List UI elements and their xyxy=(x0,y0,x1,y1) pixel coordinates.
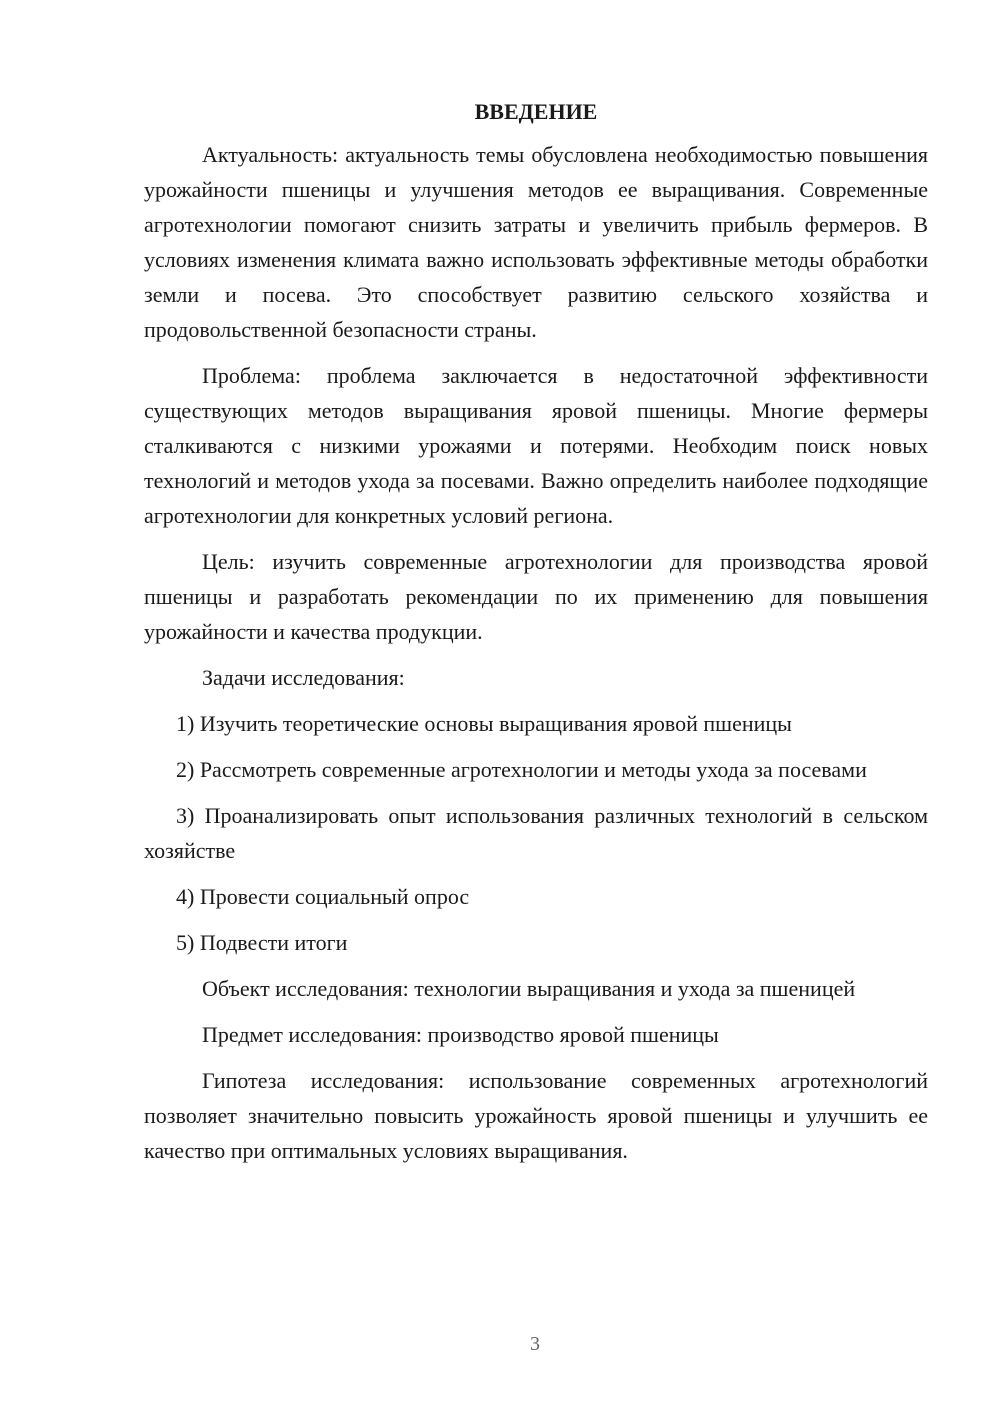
page-title: ВВЕДЕНИЕ xyxy=(474,99,598,124)
problem-paragraph: Проблема: проблема заключается в недостаточной эффективности существующих методов выращивания яровой пшеницы. Многие фермеры сталкиваются с низкими урожаями и потерями. Необходим поиск новых технологий и методов ухода за посевами. Важно определить наиболее подходящие агротехнологии для конкретных условий региона. xyxy=(144,363,928,528)
subject-paragraph: Предмет исследования: производство яровой пшеницы xyxy=(202,1022,719,1047)
page-number: 3 xyxy=(530,1333,540,1355)
task-item-5: 5) Подвести итоги xyxy=(176,930,348,955)
goal-paragraph: Цель: изучить современные агротехнологии для производства яровой пшеницы и разработать рекомендации по их применению для повышения урожайности и качества продукции. xyxy=(144,549,928,644)
tasks-heading: Задачи исследования: xyxy=(202,665,405,690)
document-body xyxy=(144,97,928,1179)
task-item-4: 4) Провести социальный опрос xyxy=(176,884,470,909)
task-item-2: 2) Рассмотреть современные агротехнологии и методы ухода за посевами xyxy=(176,757,867,782)
task-item-3: 3) Проанализировать опыт использования различных технологий в сельском хозяйстве xyxy=(144,803,928,863)
relevance-paragraph: Актуальность: актуальность темы обусловлена необходимостью повышения урожайности пшеницы и улучшения методов ее выращивания. Современные агротехнологии помогают снизить затраты и увеличить прибыль фермеров. В условиях изменения климата важно использовать эффективные методы обработки земли и посева. Это способствует развитию сельского хозяйства и продовольственной безопасности страны. xyxy=(144,142,928,342)
hypothesis-paragraph: Гипотеза исследования: использование современных агротехнологий позволяет значительно повысить урожайность яровой пшеницы и улучшить ее качество при оптимальных условиях выращивания. xyxy=(144,1068,928,1163)
object-paragraph: Объект исследования: технологии выращивания и ухода за пшеницей xyxy=(202,976,856,1001)
task-item-1: 1) Изучить теоретические основы выращивания яровой пшеницы xyxy=(176,711,792,736)
